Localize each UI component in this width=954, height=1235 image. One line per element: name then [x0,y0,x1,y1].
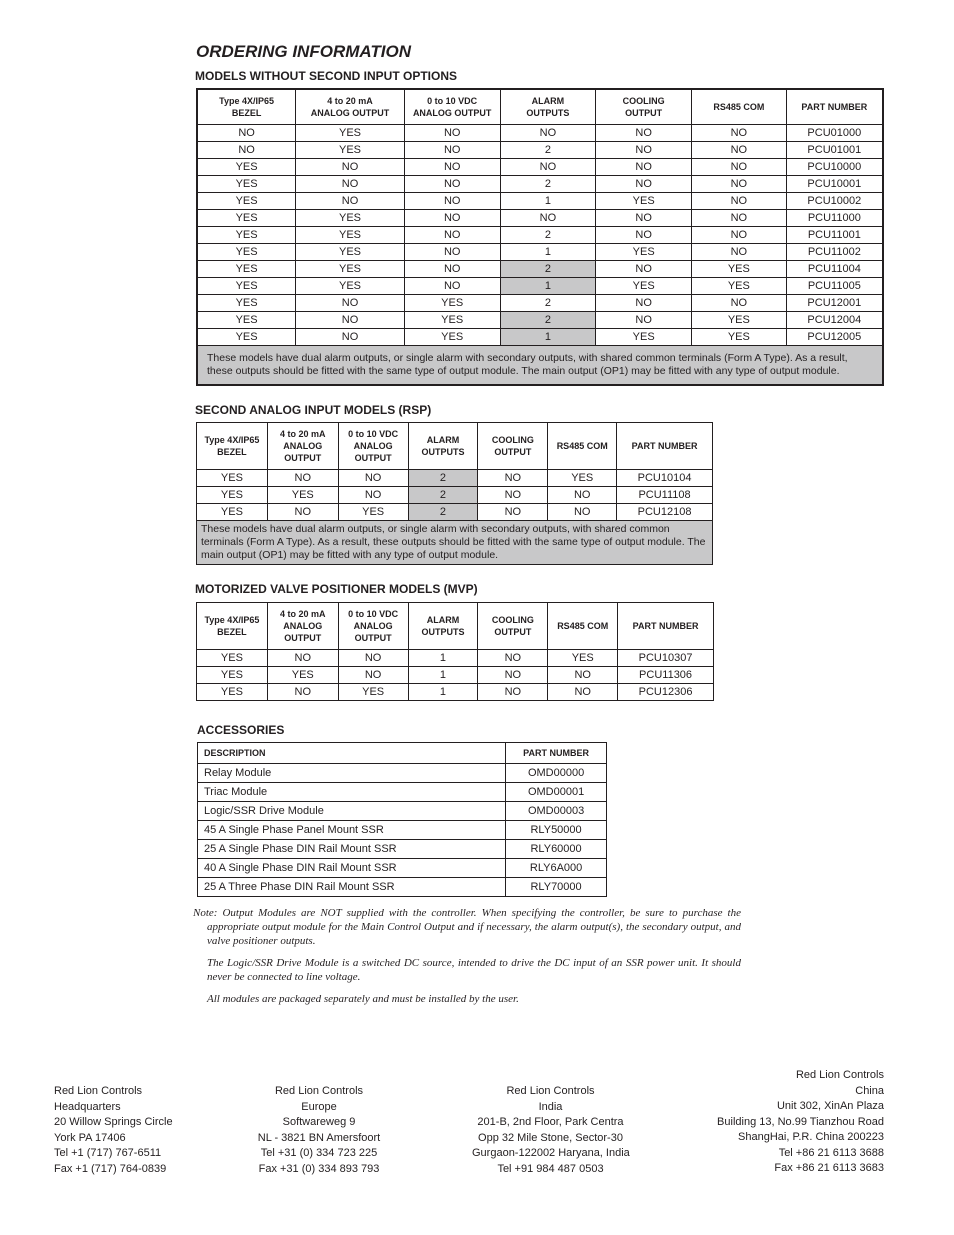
column-header-text: ANALOG [353,441,393,451]
table-cell: YES [197,295,296,312]
column-header-text: 0 to 10 VDC [348,609,399,619]
table-cell: YES [197,312,296,329]
table-cell: YES [197,176,296,193]
accessory-description: 45 A Single Phase Panel Mount SSR [198,821,506,840]
table-cell: YES [197,650,268,667]
address-europe [257,1084,381,1177]
table-row [197,227,883,244]
column-header-text: ALARM [531,96,565,106]
table-cell: YES [692,312,787,329]
table-cell: NO [478,684,548,701]
table-cell: NO [478,504,548,521]
table-cell: NO [296,312,405,329]
address-line: Building 13, No.99 Tianzhou Road [717,1115,884,1128]
column-header-text: BEZEL [217,627,247,637]
table-cell: NO [692,125,787,142]
column-header [548,423,617,470]
header-part-number: PART NUMBER [506,743,607,764]
address-line: Fax +31 (0) 334 893 793 [258,1162,380,1175]
table-cell: NO [596,159,692,176]
accessory-part-number: RLY50000 [506,821,607,840]
column-header-text: ANALOG OUTPUT [310,108,390,118]
table-row [198,821,607,840]
table-cell: NO [296,295,405,312]
table-cell: PCU11000 [786,210,883,227]
table-cell: YES [296,142,405,159]
table-cell: NO [338,487,408,504]
table-cell: YES [197,684,268,701]
column-header [548,603,618,650]
note-output-modules: Note: Output Modules are NOT supplied with the controller. When specifying the controller, be sure to purchase the appropriate output module for the Main Control Output and if necessary, the alarm output(s), the secondary output, and valve positioner outputs. [193,907,741,947]
table-cell: 2 [500,295,596,312]
column-header-text: ALARM [426,435,460,445]
column-header-text: OUTPUT [494,447,532,457]
table-cell: YES [296,278,405,295]
section-heading-accessories: ACCESSORIES [197,723,285,737]
table-cell: PCU12108 [617,504,713,521]
table-row [197,470,713,487]
table-cell: NO [692,244,787,261]
models-without-second-input-table [196,88,884,386]
table-cell: NO [404,244,500,261]
table-cell: NO [478,667,548,684]
table-cell: YES [296,125,405,142]
column-header-text: OUTPUT [354,633,392,643]
column-header-text: RS485 COM [556,441,608,451]
column-header-text: PART NUMBER [632,621,699,631]
column-header [197,603,268,650]
table-cell: 1 [500,329,596,346]
column-header-text: RS485 COM [557,621,609,631]
table-cell: YES [197,244,296,261]
table-row [198,802,607,821]
table-cell: NO [338,650,408,667]
address-line: 201-B, 2nd Floor, Park Centra [477,1116,624,1128]
table-cell: PCU10307 [618,650,714,667]
address-line: Opp 32 Mile Stone, Sector-30 [478,1131,623,1144]
table-header-row [197,423,713,470]
table-cell: NO [548,504,617,521]
column-header-text: ANALOG [283,441,323,451]
table-cell: YES [596,193,692,210]
accessory-description: 25 A Three Phase DIN Rail Mount SSR [198,878,506,897]
table-cell: 2 [500,227,596,244]
table-cell: YES [197,227,296,244]
table-cell: NO [267,504,338,521]
address-line: Europe [301,1100,337,1113]
table-cell: YES [692,329,787,346]
column-header-text: BEZEL [231,108,262,118]
column-header-text: BEZEL [217,447,247,457]
note-logic-ssr: The Logic/SSR Drive Module is a switched DC source, intended to drive the DC input of an SSR power unit. It should never be connected to line voltage. [207,957,741,983]
table-cell: 2 [500,142,596,159]
table-cell: 2 [500,261,596,278]
accessory-description: Logic/SSR Drive Module [198,802,506,821]
address-line: Red Lion Controls [795,1069,884,1081]
table-cell: PCU11004 [786,261,883,278]
table-cell: NO [404,210,500,227]
table-cell: PCU01001 [786,142,883,159]
table-row [197,261,883,278]
table-cell: YES [267,667,338,684]
column-header [617,423,713,470]
table-cell: 2 [500,176,596,193]
column-header-text: ANALOG [283,621,323,631]
table-cell: YES [692,278,787,295]
accessory-description: Relay Module [198,764,506,783]
section-heading-mvp: MOTORIZED VALVE POSITIONER MODELS (MVP) [195,582,478,596]
column-header-text: 4 to 20 mA [280,429,326,439]
table-cell: NO [692,159,787,176]
table-cell: PCU12306 [618,684,714,701]
table-cell: 1 [408,684,478,701]
note-packaging: All modules are packaged separately and must be installed by the user. [207,993,519,1005]
column-header-text: OUTPUTS [421,447,465,457]
column-header [596,89,692,125]
header-description: DESCRIPTION [198,743,506,764]
table-row [198,783,607,802]
table-cell: 2 [408,487,478,504]
column-header-text: OUTPUTS [526,108,570,118]
column-header-text: PART NUMBER [631,441,698,451]
table-cell: YES [197,159,296,176]
table-cell: NO [692,176,787,193]
accessory-part-number: OMD00000 [506,764,607,783]
accessory-part-number: OMD00003 [506,802,607,821]
table-cell: PCU12005 [786,329,883,346]
table-cell: 1 [500,244,596,261]
address-line: Tel +91 984 487 0503 [497,1162,604,1175]
table-cell: NO [596,295,692,312]
table-cell: PCU11306 [618,667,714,684]
column-header-text: 0 to 10 VDC [427,96,478,106]
table-cell: YES [596,244,692,261]
table-cell: NO [500,125,596,142]
table-cell: NO [692,227,787,244]
table-cell: NO [548,684,618,701]
table-cell: NO [197,125,296,142]
address-china [700,1068,884,1177]
table-cell: PCU11108 [617,487,713,504]
accessory-part-number: OMD00001 [506,783,607,802]
accessory-part-number: RLY60000 [506,840,607,859]
column-header-text: Type 4X/IP65 [204,615,260,625]
column-header-text: ANALOG [353,621,393,631]
column-header [197,89,296,125]
accessory-part-number: RLY6A000 [506,859,607,878]
table-note: These models have dual alarm outputs, or single alarm with secondary outputs, with shared common terminals (Form A Type). As a result, these outputs should be fitted with the same type of output module. The main output (OP1) may be fitted with any type of output module. [197,346,883,386]
table-cell: NO [478,650,548,667]
table-cell: NO [692,295,787,312]
table-cell: YES [596,329,692,346]
table-cell: YES [296,261,405,278]
column-header-text: OUTPUT [354,453,392,463]
table-cell: PCU10000 [786,159,883,176]
table-cell: NO [404,261,500,278]
table-cell: YES [197,487,268,504]
table-row [198,878,607,897]
column-header-text: COOLING [491,435,534,445]
table-row [197,650,714,667]
accessory-part-number: RLY70000 [506,878,607,897]
table-cell: NO [596,125,692,142]
column-header [478,603,548,650]
column-header-text: OUTPUT [625,108,663,118]
table-cell: YES [404,329,500,346]
column-header-text: OUTPUT [284,453,322,463]
table-row [197,295,883,312]
table-row [197,329,883,346]
table-cell: PCU11001 [786,227,883,244]
table-cell: YES [296,244,405,261]
accessories-table [197,742,607,897]
column-header [404,89,500,125]
column-header [478,423,548,470]
table-row [197,312,883,329]
table-cell: PCU10002 [786,193,883,210]
table-row [197,159,883,176]
table-cell: PCU10104 [617,470,713,487]
table-cell: NO [596,227,692,244]
table-cell: YES [296,210,405,227]
address-line: Fax +1 (717) 764-0839 [54,1162,167,1175]
address-line: ShangHai, P.R. China 200223 [738,1131,884,1143]
column-header [296,89,405,125]
table-row [197,210,883,227]
table-cell: NO [478,470,548,487]
table-cell: PCU01000 [786,125,883,142]
column-header-text: OUTPUT [284,633,322,643]
address-line: Tel +86 21 6113 3688 [778,1146,884,1159]
section-heading-no-second-input: MODELS WITHOUT SECOND INPUT OPTIONS [195,69,458,83]
address-line: Red Lion Controls [54,1085,143,1097]
table-cell: 1 [500,193,596,210]
table-cell: YES [197,329,296,346]
column-header-text: OUTPUTS [421,627,465,637]
table-cell: YES [596,278,692,295]
table-cell: PCU11005 [786,278,883,295]
table-cell: YES [197,470,268,487]
table-cell: NO [404,176,500,193]
address-line: Red Lion Controls [506,1085,595,1097]
address-line: Unit 302, XinAn Plaza [776,1100,884,1112]
table-cell: YES [548,650,618,667]
table-row [197,125,883,142]
column-header [786,89,883,125]
table-cell: YES [197,278,296,295]
ordering-notes [193,906,741,1014]
table-note: These models have dual alarm outputs, or single alarm with secondary outputs, with shared common terminals (Form A Type). As a result, these outputs should be fitted with the same type of output module. The main output (OP1) may be fitted with any type of output module. [197,521,713,565]
column-header [618,603,714,650]
table-row [197,684,714,701]
address-line: Fax +86 21 6113 3683 [774,1162,884,1174]
column-header-text: Type 4X/IP65 [219,96,275,106]
table-row [197,278,883,295]
table-cell: NO [692,210,787,227]
table-cell: NO [478,487,548,504]
table-cell: PCU10001 [786,176,883,193]
table-row [197,193,883,210]
accessory-description: Triac Module [198,783,506,802]
table-cell: NO [197,142,296,159]
address-india [472,1084,629,1177]
address-line: NL - 3821 BN Amersfoort [257,1131,381,1144]
column-header [408,603,478,650]
note-row [197,521,713,565]
column-header-text: ALARM [426,615,460,625]
accessory-description: 25 A Single Phase DIN Rail Mount SSR [198,840,506,859]
table-cell: 2 [500,312,596,329]
table-row [197,142,883,159]
column-header-text: RS485 COM [713,102,765,112]
column-header-text: OUTPUT [494,627,532,637]
table-row [198,859,607,878]
address-line: Softwareweg 9 [282,1116,356,1128]
column-header [692,89,787,125]
table-cell: YES [404,312,500,329]
table-cell: 1 [408,650,478,667]
table-cell: NO [548,487,617,504]
table-cell: NO [296,159,405,176]
column-header-text: 0 to 10 VDC [348,429,399,439]
table-cell: PCU12004 [786,312,883,329]
table-cell: NO [692,142,787,159]
table-cell: NO [692,193,787,210]
table-cell: NO [500,159,596,176]
table-cell: NO [267,650,338,667]
table-cell: NO [500,210,596,227]
table-cell: 1 [500,278,596,295]
table-cell: YES [338,504,408,521]
column-header-text: COOLING [622,96,665,106]
address-line: Tel +31 (0) 334 723 225 [260,1147,378,1159]
table-row [197,176,883,193]
table-cell: NO [596,261,692,278]
table-row [197,487,713,504]
table-cell: YES [197,261,296,278]
table-cell: NO [338,667,408,684]
table-cell: YES [267,487,338,504]
column-header [338,423,408,470]
table-cell: NO [596,142,692,159]
column-header [338,603,408,650]
address-line: Tel +1 (717) 767-6511 [54,1147,162,1159]
table-cell: YES [296,227,405,244]
table-cell: NO [404,142,500,159]
table-header-row [198,743,607,764]
table-row [197,667,714,684]
table-cell: PCU12001 [786,295,883,312]
column-header-text: COOLING [491,615,534,625]
table-cell: YES [338,684,408,701]
table-cell: YES [404,295,500,312]
address-line: China [855,1084,884,1097]
column-header-text: 4 to 20 mA [280,609,326,619]
table-cell: NO [296,193,405,210]
table-cell: NO [596,176,692,193]
column-header [500,89,596,125]
address-line: York PA 17406 [54,1131,126,1144]
table-cell: YES [197,667,268,684]
table-cell: NO [296,176,405,193]
table-row [197,244,883,261]
table-cell: NO [404,193,500,210]
table-cell: NO [548,667,618,684]
section-heading-rsp: SECOND ANALOG INPUT MODELS (RSP) [195,403,432,417]
table-cell: NO [596,312,692,329]
column-header-text: 4 to 20 mA [327,96,373,106]
table-cell: YES [197,210,296,227]
address-line: Red Lion Controls [274,1085,364,1097]
table-cell: NO [596,210,692,227]
table-cell: YES [197,193,296,210]
table-cell: NO [404,227,500,244]
table-cell: YES [548,470,617,487]
note-row [197,346,883,386]
table-cell: YES [692,261,787,278]
table-cell: PCU11002 [786,244,883,261]
address-line: Headquarters [54,1100,121,1113]
table-cell: NO [404,278,500,295]
table-header-row [197,603,714,650]
address-line: 20 Willow Springs Circle [54,1116,173,1128]
column-header-text: PART NUMBER [801,102,868,112]
table-cell: NO [338,470,408,487]
accessory-description: 40 A Single Phase DIN Rail Mount SSR [198,859,506,878]
table-cell: 2 [408,470,478,487]
table-row [198,764,607,783]
column-header [267,423,338,470]
table-cell: NO [404,125,500,142]
page-title: ORDERING INFORMATION [196,42,412,61]
address-headquarters [54,1084,173,1177]
mvp-models-table [196,602,714,701]
table-cell: NO [404,159,500,176]
table-cell: YES [197,504,268,521]
rsp-models-table [196,422,713,565]
table-cell: NO [296,329,405,346]
column-header-text: ANALOG OUTPUT [412,108,492,118]
column-header [197,423,268,470]
column-header-text: Type 4X/IP65 [204,435,260,445]
table-row [197,504,713,521]
address-line: India [538,1100,563,1113]
table-cell: 2 [408,504,478,521]
column-header [408,423,478,470]
table-cell: 1 [408,667,478,684]
table-header-row [197,89,883,125]
column-header [267,603,338,650]
address-line: Gurgaon-122002 Haryana, India [472,1147,630,1159]
table-row [198,840,607,859]
table-cell: NO [267,470,338,487]
table-cell: NO [267,684,338,701]
